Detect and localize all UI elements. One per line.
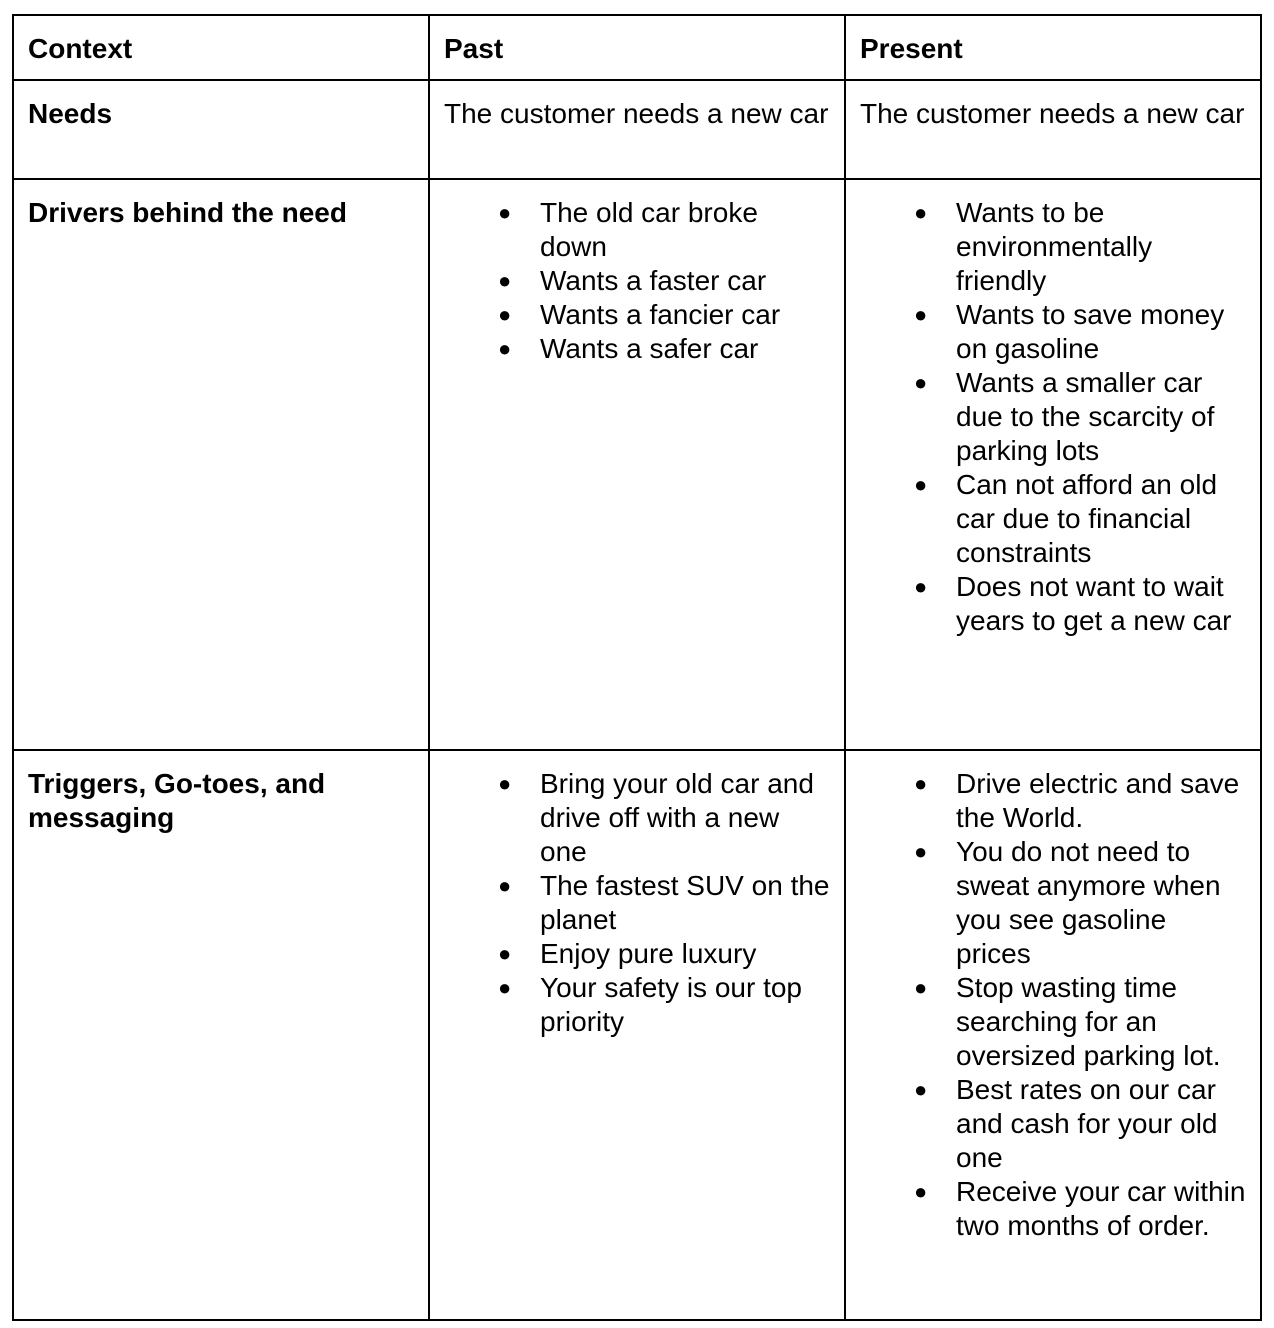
bullet-icon: ●	[498, 941, 512, 966]
header-context: Context	[13, 15, 429, 80]
list-item-text: You do not need to sweat anymore when you see gasoline prices	[956, 836, 1221, 969]
triggers-present-cell	[845, 750, 1261, 1320]
list-item	[914, 366, 1246, 468]
table-row-drivers	[13, 179, 1261, 750]
list-item-text: Your safety is our top priority	[540, 972, 803, 1037]
list-item-text: The fastest SUV on the planet	[540, 870, 830, 935]
header-past: Past	[429, 15, 845, 80]
bullet-icon: ●	[914, 574, 928, 599]
table-row-triggers	[13, 750, 1261, 1320]
bullet-icon: ●	[914, 839, 928, 864]
list-item-text: Wants a smaller car due to the scarcity of parking lots	[956, 367, 1215, 466]
list-item-text: Wants a fancier car	[540, 299, 781, 330]
list-item-text: Wants to save money on gasoline	[956, 299, 1225, 364]
list-item-text: Enjoy pure luxury	[540, 938, 757, 969]
list-item-text: Bring your old car and drive off with a new one	[540, 768, 814, 867]
list-item	[498, 971, 830, 1039]
triggers-past-cell	[429, 750, 845, 1320]
bullet-icon: ●	[914, 771, 928, 796]
list-item	[914, 196, 1246, 298]
list-item	[498, 196, 830, 264]
list-item	[914, 1073, 1246, 1175]
triggers-past-list	[444, 767, 830, 1039]
drivers-present-list	[860, 196, 1246, 638]
list-item-text: Wants a faster car	[540, 265, 767, 296]
row-label-drivers: Drivers behind the need	[13, 179, 429, 750]
list-item-text: Does not want to wait years to get a new car	[956, 571, 1232, 636]
list-item-text: Receive your car within two months of order.	[956, 1176, 1246, 1241]
list-item	[498, 298, 830, 332]
list-item	[914, 468, 1246, 570]
table-row-needs	[13, 80, 1261, 179]
list-item	[914, 835, 1246, 971]
needs-past-cell: The customer needs a new car	[429, 80, 845, 179]
list-item-text: Best rates on our car and cash for your old one	[956, 1074, 1218, 1173]
drivers-past-cell	[429, 179, 845, 750]
drivers-past-list	[444, 196, 830, 366]
needs-present-cell: The customer needs a new car	[845, 80, 1261, 179]
bullet-icon: ●	[914, 1077, 928, 1102]
bullet-icon: ●	[914, 472, 928, 497]
table-header-row	[13, 15, 1261, 80]
list-item	[498, 264, 830, 298]
list-item	[498, 937, 830, 971]
bullet-icon: ●	[914, 370, 928, 395]
row-label-needs: Needs	[13, 80, 429, 179]
list-item	[914, 298, 1246, 366]
list-item	[914, 570, 1246, 638]
bullet-icon: ●	[498, 268, 512, 293]
list-item	[498, 869, 830, 937]
list-item-text: Can not afford an old car due to financial constraints	[956, 469, 1218, 568]
list-item-text: Drive electric and save the World.	[956, 768, 1240, 833]
bullet-icon: ●	[914, 1179, 928, 1204]
bullet-icon: ●	[498, 302, 512, 327]
bullet-icon: ●	[914, 302, 928, 327]
list-item	[914, 1175, 1246, 1243]
list-item-text: Stop wasting time searching for an oversized parking lot.	[956, 972, 1221, 1071]
list-item	[914, 971, 1246, 1073]
row-label-triggers: Triggers, Go-toes, and messaging	[13, 750, 429, 1320]
bullet-icon: ●	[914, 200, 928, 225]
list-item	[914, 767, 1246, 835]
bullet-icon: ●	[498, 200, 512, 225]
bullet-icon: ●	[498, 975, 512, 1000]
bullet-icon: ●	[498, 771, 512, 796]
list-item-text: Wants a safer car	[540, 333, 759, 364]
list-item	[498, 767, 830, 869]
header-present: Present	[845, 15, 1261, 80]
comparison-table	[12, 14, 1262, 1321]
bullet-icon: ●	[498, 336, 512, 361]
triggers-present-list	[860, 767, 1246, 1243]
drivers-present-cell	[845, 179, 1261, 750]
list-item	[498, 332, 830, 366]
list-item-text: The old car broke down	[540, 197, 758, 262]
bullet-icon: ●	[914, 975, 928, 1000]
list-item-text: Wants to be environmentally friendly	[956, 197, 1153, 296]
bullet-icon: ●	[498, 873, 512, 898]
